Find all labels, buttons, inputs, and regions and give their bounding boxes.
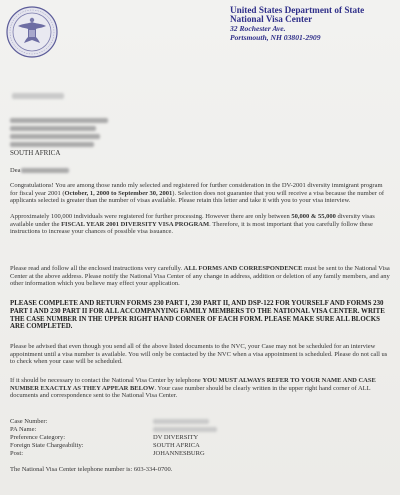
footer-phone: The National Visa Center telephone number is: 603-334-0700. <box>10 466 173 473</box>
redacted-case-number <box>153 419 209 424</box>
redacted-pa-name <box>153 427 217 432</box>
case-number-label: Case Number: <box>10 418 48 425</box>
redacted-name <box>21 168 69 173</box>
paragraph-availability: Approximately 100,000 individuals were registered for further processing. However there are only between 50,000 & 55,000 diversity visas available under the FISCAL YEAR 2001 DIVERSITY VISA PROGRAM. Therefore, it is most important that you carefully follow these instructions to increase your chances of possible visa issuance. <box>10 213 375 236</box>
department-seal-logo <box>6 6 58 58</box>
redacted-address-line <box>10 118 108 123</box>
salutation <box>10 167 390 175</box>
letterhead-city: Portsmouth, NH 03801-2909 <box>230 33 321 42</box>
redacted-address-line <box>10 134 100 139</box>
letterhead-center: National Visa Center <box>230 14 313 24</box>
post-label: Post: <box>10 450 24 458</box>
recipient-country: SOUTH AFRICA <box>10 149 61 157</box>
paragraph-interview: Please be advised that even though you send all of the above listed documents to the NVC, your Case may not be scheduled for an interview appointment until a visa number is available. You will only be contacted by the NVC when a visa appointment is scheduled. Please do not call us to check when your case will be scheduled. <box>10 343 388 366</box>
letterhead-department: United States Department of State <box>230 5 365 15</box>
redacted-address-line <box>10 126 96 131</box>
paragraph-congratulations: Congratulations! You are among those rando mly selected and registered for further consideration in the DV-2001 diversity immigrant program for fiscal year 2001 (October, 1, 2000 to September 30, 2001). Selection does not guarantee that you will receive a visa because the number of applicants selected is greater than the number of visas available. Please retain this letter and take it with you to your visa interview. <box>10 182 385 205</box>
chargeability-label: Foreign State Chargeability: <box>10 442 84 450</box>
pa-name-label: PA Name: <box>10 426 37 434</box>
letterhead <box>230 6 396 42</box>
paragraph-forms-notice: PLEASE COMPLETE AND RETURN FORMS 230 PART I, 230 PART II, AND DSP-122 FOR YOURSELF AND FORMS 230 PART I AND 230 PART II FOR ALL ACCOMPANYING FAMILY MEMBERS TO THE NATIONAL VISA CENTER. WRITE THE CASE NUMBER IN THE UPPER RIGHT HAND CORNER OF EACH FORM. PLEASE MAKE SURE ALL BLOCKS ARE COMPLETED. <box>10 300 385 331</box>
salutation-text: Dea <box>10 167 21 174</box>
paragraph-instructions: Please read and follow all the enclosed instructions very carefully. ALL FORMS AND CORRESPONDENCE must be sent to the National Visa Center at the above address. Please notify the National Visa Center of any change in address, addition or deletion of any family members, and any other information which you believe may effect your application. <box>10 265 390 288</box>
redacted-date <box>12 93 64 99</box>
preference-category-label: Preference Category: <box>10 434 66 442</box>
case-details <box>10 418 390 458</box>
letterhead-street: 32 Rochester Ave. <box>230 24 286 33</box>
post-value: JOHANNESBURG <box>153 450 205 458</box>
paragraph-contact: If it should be necessary to contact the National Visa Center by telephone YOU MUST ALWAYS REFER TO YOUR NAME AND CASE NUMBER EXACTLY AS THEY APPEAR BELOW. Your case number should be clearly written in the upper right hand corner of ALL documents and correspondence sent to the National Visa Center. <box>10 377 376 400</box>
redacted-address-line <box>10 142 94 147</box>
chargeability-value: SOUTH AFRICA <box>153 442 200 450</box>
preference-category-value: DV DIVERSITY <box>153 434 199 442</box>
